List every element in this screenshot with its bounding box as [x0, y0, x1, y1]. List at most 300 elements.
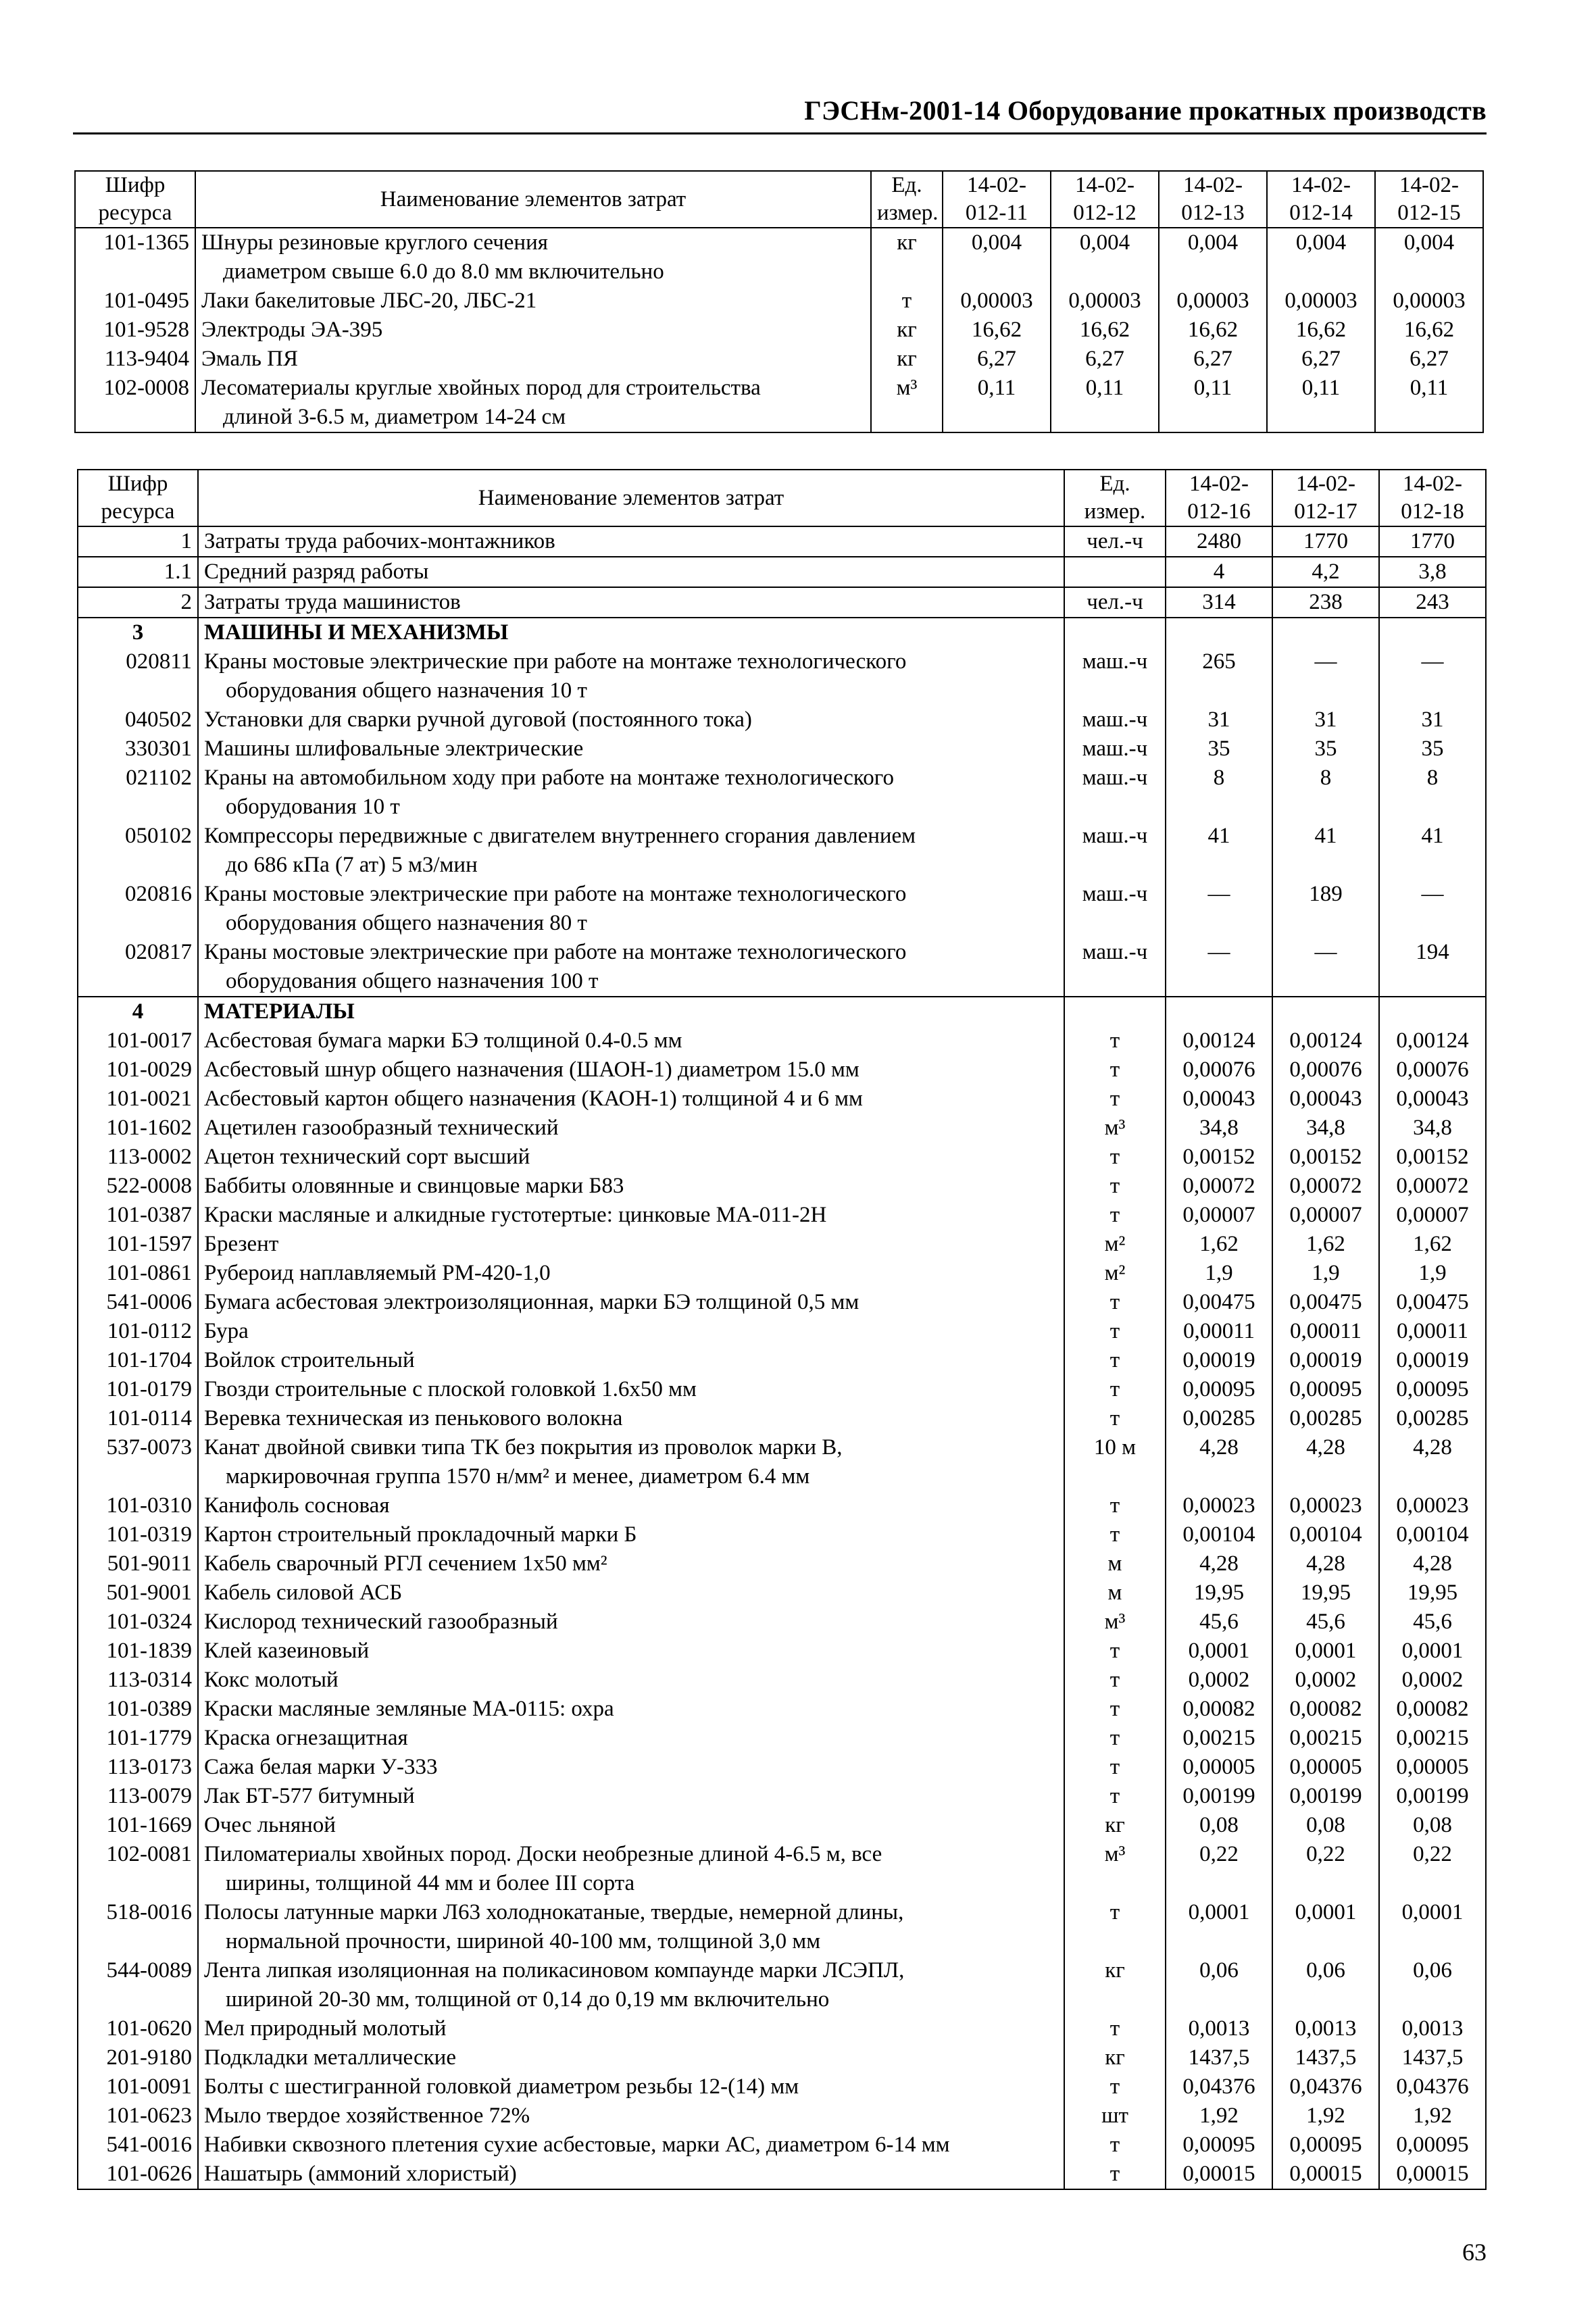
- cell-value: 0,11: [1267, 374, 1375, 432]
- name-line: Краски масляные и алкидные густотертые: цинковые МА-011-2Н: [204, 1203, 827, 1227]
- cell-value: 0,00043: [1379, 1085, 1486, 1114]
- cell-name: [198, 1578, 1064, 1608]
- cell-value: 1437,5: [1166, 2043, 1272, 2072]
- cell-unit: м²: [1064, 1259, 1166, 1288]
- name-line: Набивки сквозного плетения сухие асбестовые, марки АС, диаметром 6-14 мм: [204, 2133, 950, 2157]
- cell-unit: м: [1064, 1578, 1166, 1608]
- cell-value: 16,62: [1051, 316, 1159, 345]
- cell-value: 35: [1379, 735, 1486, 764]
- cell-value: 0,08: [1272, 1811, 1379, 1840]
- cell-value: 0,004: [1159, 228, 1267, 287]
- cell-unit: т: [1064, 1404, 1166, 1433]
- cell-value: [1272, 997, 1379, 1026]
- cell-unit: т: [1064, 1724, 1166, 1753]
- name-line: МАТЕРИАЛЫ: [204, 999, 355, 1024]
- header-name: Наименование элементов затрат: [198, 470, 1064, 526]
- table-row: [78, 1055, 1486, 1085]
- cell-unit: т: [1064, 1143, 1166, 1172]
- name-line: Лента липкая изоляционная на поликасиновом компаунде марки ЛСЭПЛ,: [204, 1958, 905, 1983]
- cell-value: 0,04376: [1166, 2072, 1272, 2101]
- cell-code: 501-9001: [78, 1578, 198, 1608]
- header-col: 14-02- 012-14: [1267, 171, 1375, 228]
- cell-value: 0,00015: [1272, 2160, 1379, 2189]
- cell-unit: т: [1064, 1346, 1166, 1375]
- cell-name: [198, 618, 1064, 647]
- table-row: [78, 822, 1486, 880]
- cell-unit: т: [1064, 1055, 1166, 1085]
- cell-value: 0,22: [1166, 1840, 1272, 1898]
- table-row: [78, 1811, 1486, 1840]
- cell-value: 1770: [1272, 526, 1379, 557]
- cell-value: 0,0013: [1166, 2014, 1272, 2043]
- cell-value: 0,00015: [1379, 2160, 1486, 2189]
- cell-value: 0,00072: [1379, 1172, 1486, 1201]
- cell-code: 2: [78, 587, 198, 618]
- name-line: Бумага асбестовая электроизоляционная, марки БЭ толщиной 0,5 мм: [204, 1290, 859, 1314]
- table-header-row: [78, 470, 1486, 526]
- cell-name: [198, 1433, 1064, 1491]
- cell-value: 0,22: [1272, 1840, 1379, 1898]
- cell-unit: чел.-ч: [1064, 526, 1166, 557]
- cell-code: 101-0179: [78, 1375, 198, 1404]
- cell-name: [198, 1840, 1064, 1898]
- cell-unit: м: [1064, 1549, 1166, 1578]
- table-row: [78, 938, 1486, 997]
- cell-value: 0,00023: [1272, 1491, 1379, 1520]
- cell-value: 1770: [1379, 526, 1486, 557]
- cell-code: 101-0021: [78, 1085, 198, 1114]
- cell-value: 0,0001: [1166, 1898, 1272, 1956]
- cell-value: 0,00199: [1272, 1782, 1379, 1811]
- cell-unit: [1064, 618, 1166, 647]
- cell-value: 31: [1166, 705, 1272, 735]
- table-row: [78, 2072, 1486, 2101]
- cell-name: [198, 1782, 1064, 1811]
- table-row: [78, 1608, 1486, 1637]
- cell-value: 0,00007: [1166, 1201, 1272, 1230]
- table-row: [78, 557, 1486, 587]
- cell-name: [198, 1491, 1064, 1520]
- name-continuation: диаметром свыше 6.0 до 8.0 мм включительно: [223, 259, 664, 284]
- cell-code: 518-0016: [78, 1898, 198, 1956]
- name-line: Машины шлифовальные электрические: [204, 737, 584, 761]
- cell-name: [198, 587, 1064, 618]
- cell-unit: т: [1064, 1172, 1166, 1201]
- cell-unit: т: [1064, 2072, 1166, 2101]
- cell-value: —: [1379, 647, 1486, 705]
- cell-value: 0,004: [1051, 228, 1159, 287]
- cell-value: 0,00475: [1166, 1288, 1272, 1317]
- cell-value: 0,00152: [1379, 1143, 1486, 1172]
- cell-code: 1.1: [78, 557, 198, 587]
- cell-name: [198, 2101, 1064, 2131]
- cell-value: 0,00215: [1272, 1724, 1379, 1753]
- cell-value: 0,00215: [1166, 1724, 1272, 1753]
- cell-code: 201-9180: [78, 2043, 198, 2072]
- name-line: Асбестовый картон общего назначения (КАОН-1) толщиной 4 и 6 мм: [204, 1087, 863, 1111]
- header-col: 14-02- 012-13: [1159, 171, 1267, 228]
- cell-code: 113-0173: [78, 1753, 198, 1782]
- cell-value: 19,95: [1272, 1578, 1379, 1608]
- cell-value: 0,00199: [1166, 1782, 1272, 1811]
- table-row: [78, 735, 1486, 764]
- cell-value: 0,04376: [1379, 2072, 1486, 2101]
- table-row: [78, 1520, 1486, 1549]
- cell-value: 0,0013: [1379, 2014, 1486, 2043]
- cell-code: 3: [78, 618, 198, 647]
- cell-value: 243: [1379, 587, 1486, 618]
- name-line: Установки для сварки ручной дуговой (постоянного тока): [204, 707, 752, 732]
- cell-value: 0,00124: [1166, 1026, 1272, 1055]
- cell-value: 0,00285: [1166, 1404, 1272, 1433]
- cell-name: [198, 1026, 1064, 1055]
- table-row: [78, 2101, 1486, 2131]
- cell-value: 0,11: [943, 374, 1051, 432]
- cell-value: 31: [1272, 705, 1379, 735]
- cell-value: 1,92: [1166, 2101, 1272, 2131]
- cell-name: [198, 1811, 1064, 1840]
- cell-unit: м²: [1064, 1230, 1166, 1259]
- cell-value: 0,06: [1272, 1956, 1379, 2014]
- table-row: [78, 1695, 1486, 1724]
- cell-name: [198, 1259, 1064, 1288]
- cell-value: 6,27: [1375, 345, 1483, 374]
- name-line: МАШИНЫ И МЕХАНИЗМЫ: [204, 620, 509, 645]
- cell-name: [198, 1549, 1064, 1578]
- name-line: Затраты труда рабочих-монтажников: [204, 529, 555, 553]
- cell-value: 19,95: [1166, 1578, 1272, 1608]
- cell-name: [198, 1956, 1064, 2014]
- cell-value: 1,9: [1166, 1259, 1272, 1288]
- cell-name: [198, 1375, 1064, 1404]
- name-line: Войлок строительный: [204, 1348, 415, 1372]
- cell-value: 34,8: [1272, 1114, 1379, 1143]
- cell-value: 0,00003: [1267, 287, 1375, 316]
- cell-value: 34,8: [1166, 1114, 1272, 1143]
- name-line: Краны мостовые электрические при работе на монтаже технологического: [204, 940, 907, 964]
- cell-value: 0,06: [1379, 1956, 1486, 2014]
- cell-unit: т: [1064, 1695, 1166, 1724]
- header-col: 14-02- 012-17: [1272, 470, 1379, 526]
- resource-table-2: [77, 469, 1487, 2190]
- cell-unit: т: [1064, 1288, 1166, 1317]
- cell-value: 0,00043: [1272, 1085, 1379, 1114]
- cell-value: 0,00011: [1166, 1317, 1272, 1346]
- cell-value: 0,11: [1051, 374, 1159, 432]
- cell-value: 0,00199: [1379, 1782, 1486, 1811]
- cell-name: [198, 2014, 1064, 2043]
- table-row: [78, 526, 1486, 557]
- cell-name: [195, 374, 871, 432]
- cell-name: [198, 764, 1064, 822]
- cell-value: 45,6: [1166, 1608, 1272, 1637]
- cell-value: 0,00215: [1379, 1724, 1486, 1753]
- name-line: Гвозди строительные с плоской головкой 1.6х50 мм: [204, 1377, 697, 1401]
- cell-name: [198, 1520, 1064, 1549]
- name-line: Клей казеиновый: [204, 1639, 370, 1663]
- cell-value: 19,95: [1379, 1578, 1486, 1608]
- cell-value: —: [1166, 880, 1272, 938]
- cell-value: —: [1379, 880, 1486, 938]
- table-row: [78, 880, 1486, 938]
- cell-unit: т: [1064, 2131, 1166, 2160]
- cell-name: [198, 1085, 1064, 1114]
- cell-value: 3,8: [1379, 557, 1486, 587]
- cell-value: 0,00007: [1379, 1201, 1486, 1230]
- table-row: [78, 1288, 1486, 1317]
- header-unit: Ед. измер.: [871, 171, 943, 228]
- cell-code: 101-1839: [78, 1637, 198, 1666]
- cell-unit: маш.-ч: [1064, 735, 1166, 764]
- table-row: [78, 1840, 1486, 1898]
- cell-code: 020811: [78, 647, 198, 705]
- cell-value: 41: [1379, 822, 1486, 880]
- cell-unit: кг: [1064, 2043, 1166, 2072]
- cell-value: 1,92: [1379, 2101, 1486, 2131]
- cell-unit: кг: [871, 228, 943, 287]
- cell-code: 537-0073: [78, 1433, 198, 1491]
- name-line: Средний разряд работы: [204, 559, 429, 584]
- cell-value: 34,8: [1379, 1114, 1486, 1143]
- cell-value: 0,00043: [1166, 1085, 1272, 1114]
- cell-code: 102-0081: [78, 1840, 198, 1898]
- cell-value: 0,00095: [1166, 2131, 1272, 2160]
- page-number: 63: [1462, 2239, 1487, 2266]
- header-col: 14-02- 012-15: [1375, 171, 1483, 228]
- cell-name: [198, 735, 1064, 764]
- cell-value: 0,00003: [1051, 287, 1159, 316]
- resource-table-1: [74, 170, 1484, 433]
- cell-value: 0,00475: [1379, 1288, 1486, 1317]
- cell-code: 101-1779: [78, 1724, 198, 1753]
- name-line: Лесоматериалы круглые хвойных пород для строительства: [201, 376, 761, 400]
- cell-value: 0,00011: [1272, 1317, 1379, 1346]
- cell-name: [198, 1666, 1064, 1695]
- cell-value: 6,27: [1267, 345, 1375, 374]
- cell-value: 0,00076: [1166, 1055, 1272, 1085]
- cell-unit: кг: [1064, 1956, 1166, 2014]
- cell-code: 101-0112: [78, 1317, 198, 1346]
- cell-value: 265: [1166, 647, 1272, 705]
- cell-value: 4,2: [1272, 557, 1379, 587]
- cell-value: 0,0002: [1166, 1666, 1272, 1695]
- cell-code: 101-0319: [78, 1520, 198, 1549]
- cell-unit: т: [1064, 1637, 1166, 1666]
- name-line: Полосы латунные марки Л63 холоднокатаные, твердые, немерной длины,: [204, 1900, 904, 1924]
- cell-unit: маш.-ч: [1064, 764, 1166, 822]
- cell-value: 8: [1379, 764, 1486, 822]
- name-continuation: до 686 кПа (7 ат) 5 м3/мин: [226, 853, 478, 877]
- cell-unit: т: [1064, 1317, 1166, 1346]
- cell-value: 4,28: [1166, 1549, 1272, 1578]
- cell-name: [195, 316, 871, 345]
- name-line: Ацетилен газообразный технический: [204, 1116, 559, 1140]
- cell-value: 45,6: [1272, 1608, 1379, 1637]
- table-row: [78, 1259, 1486, 1288]
- cell-value: 1437,5: [1272, 2043, 1379, 2072]
- cell-code: 4: [78, 997, 198, 1026]
- name-line: Краны мостовые электрические при работе на монтаже технологического: [204, 882, 907, 906]
- name-continuation: нормальной прочности, шириной 40-100 мм, толщиной 3,0 мм: [226, 1929, 821, 1953]
- cell-value: 0,00005: [1272, 1753, 1379, 1782]
- cell-code: 101-0495: [75, 287, 195, 316]
- cell-value: 0,00082: [1166, 1695, 1272, 1724]
- table-row: [78, 1898, 1486, 1956]
- name-line: Картон строительный прокладочный марки Б: [204, 1522, 637, 1547]
- cell-value: 0,08: [1166, 1811, 1272, 1840]
- cell-value: —: [1272, 647, 1379, 705]
- cell-unit: т: [1064, 1375, 1166, 1404]
- cell-value: 41: [1272, 822, 1379, 880]
- cell-value: 0,00095: [1166, 1375, 1272, 1404]
- table-row: [78, 1637, 1486, 1666]
- name-line: Мел природный молотый: [204, 2016, 447, 2041]
- cell-value: 16,62: [1159, 316, 1267, 345]
- cell-unit: шт: [1064, 2101, 1166, 2131]
- table-row: [78, 1230, 1486, 1259]
- cell-name: [198, 880, 1064, 938]
- cell-value: 0,00076: [1272, 1055, 1379, 1085]
- name-line: Компрессоры передвижные с двигателем внутреннего сгорания давлением: [204, 824, 916, 848]
- name-line: Краны на автомобильном ходу при работе на монтаже технологического: [204, 766, 894, 790]
- cell-unit: т: [1064, 1520, 1166, 1549]
- table-row: [78, 1172, 1486, 1201]
- cell-code: 050102: [78, 822, 198, 880]
- table-row: [78, 1026, 1486, 1055]
- cell-name: [198, 2131, 1064, 2160]
- cell-code: 101-0324: [78, 1608, 198, 1637]
- cell-value: 0,00005: [1166, 1753, 1272, 1782]
- cell-unit: м³: [1064, 1114, 1166, 1143]
- cell-name: [198, 647, 1064, 705]
- table-row: [78, 1782, 1486, 1811]
- cell-unit: чел.-ч: [1064, 587, 1166, 618]
- name-line: Асбестовая бумага марки БЭ толщиной 0.4-0.5 мм: [204, 1028, 682, 1053]
- cell-value: 0,0002: [1272, 1666, 1379, 1695]
- table-row: [78, 1143, 1486, 1172]
- cell-value: 4,28: [1272, 1433, 1379, 1491]
- cell-value: 0,00003: [1375, 287, 1483, 316]
- cell-value: 0,00019: [1272, 1346, 1379, 1375]
- cell-code: 101-0387: [78, 1201, 198, 1230]
- cell-name: [195, 345, 871, 374]
- name-line: Кислород технический газообразный: [204, 1610, 558, 1634]
- cell-name: [198, 1346, 1064, 1375]
- cell-code: 020816: [78, 880, 198, 938]
- cell-name: [198, 1637, 1064, 1666]
- table-row: [78, 1956, 1486, 2014]
- cell-code: 501-9011: [78, 1549, 198, 1578]
- cell-value: 16,62: [943, 316, 1051, 345]
- name-line: Лак БТ-577 битумный: [204, 1784, 415, 1808]
- cell-value: 6,27: [1051, 345, 1159, 374]
- cell-unit: м³: [1064, 1840, 1166, 1898]
- cell-name: [198, 705, 1064, 735]
- table-row: [78, 1578, 1486, 1608]
- name-line: Кабель силовой АСБ: [204, 1580, 403, 1605]
- cell-code: 101-0114: [78, 1404, 198, 1433]
- cell-value: 8: [1166, 764, 1272, 822]
- cell-value: 0,00124: [1379, 1026, 1486, 1055]
- cell-value: 0,00072: [1166, 1172, 1272, 1201]
- cell-value: 0,00003: [1159, 287, 1267, 316]
- header-col: 14-02- 012-12: [1051, 171, 1159, 228]
- cell-value: 0,11: [1375, 374, 1483, 432]
- cell-code: 101-1669: [78, 1811, 198, 1840]
- cell-code: 522-0008: [78, 1172, 198, 1201]
- cell-unit: 10 м: [1064, 1433, 1166, 1491]
- section-row: [78, 618, 1486, 647]
- cell-unit: [1064, 997, 1166, 1026]
- header-rule: [73, 132, 1487, 134]
- cell-value: 8: [1272, 764, 1379, 822]
- name-line: Электроды ЭА-395: [201, 318, 383, 342]
- cell-value: 0,00124: [1272, 1026, 1379, 1055]
- table-row: [78, 2014, 1486, 2043]
- cell-value: 45,6: [1379, 1608, 1486, 1637]
- cell-unit: т: [1064, 1782, 1166, 1811]
- cell-name: [198, 2043, 1064, 2072]
- name-line: Канат двойной свивки типа ТК без покрытия из проволок марки В,: [204, 1435, 843, 1460]
- cell-name: [198, 1201, 1064, 1230]
- cell-value: 0,004: [943, 228, 1051, 287]
- cell-value: 0,00285: [1379, 1404, 1486, 1433]
- cell-value: 0,00095: [1379, 2131, 1486, 2160]
- cell-value: 0,00095: [1272, 1375, 1379, 1404]
- cell-name: [198, 938, 1064, 997]
- cell-value: 0,00023: [1166, 1491, 1272, 1520]
- cell-value: 0,0001: [1272, 1898, 1379, 1956]
- cell-value: 238: [1272, 587, 1379, 618]
- cell-value: 0,00285: [1272, 1404, 1379, 1433]
- cell-value: 0,00152: [1272, 1143, 1379, 1172]
- cell-value: 4,28: [1166, 1433, 1272, 1491]
- name-line: Веревка техническая из пенькового волокна: [204, 1406, 623, 1430]
- cell-value: 0,0002: [1379, 1666, 1486, 1695]
- cell-name: [198, 997, 1064, 1026]
- table-row: [78, 1404, 1486, 1433]
- cell-value: [1166, 618, 1272, 647]
- cell-name: [198, 1753, 1064, 1782]
- cell-code: 101-1597: [78, 1230, 198, 1259]
- cell-unit: т: [1064, 1491, 1166, 1520]
- cell-value: 0,00095: [1379, 1375, 1486, 1404]
- name-continuation: шириной 20-30 мм, толщиной от 0,14 до 0,19 мм включительно: [226, 1987, 830, 2012]
- name-line: Нашатырь (аммоний хлористый): [204, 2162, 517, 2186]
- cell-value: 0,00152: [1166, 1143, 1272, 1172]
- cell-unit: т: [1064, 2160, 1166, 2189]
- name-line: Пиломатериалы хвойных пород. Доски необрезные длиной 4-6.5 м, все: [204, 1842, 882, 1866]
- cell-unit: кг: [1064, 1811, 1166, 1840]
- cell-code: 101-0017: [78, 1026, 198, 1055]
- cell-value: 4,28: [1379, 1549, 1486, 1578]
- cell-name: [198, 1230, 1064, 1259]
- cell-name: [198, 526, 1064, 557]
- name-line: Краны мостовые электрические при работе на монтаже технологического: [204, 649, 907, 674]
- cell-value: 0,00019: [1166, 1346, 1272, 1375]
- name-line: Бура: [204, 1319, 249, 1343]
- cell-code: 020817: [78, 938, 198, 997]
- table-row: [78, 1724, 1486, 1753]
- header-name: Наименование элементов затрат: [195, 171, 871, 228]
- cell-unit: маш.-ч: [1064, 880, 1166, 938]
- table-row: [78, 1317, 1486, 1346]
- cell-code: 101-0620: [78, 2014, 198, 2043]
- cell-value: 35: [1272, 735, 1379, 764]
- cell-code: 544-0089: [78, 1956, 198, 2014]
- name-line: Брезент: [204, 1232, 279, 1256]
- cell-value: 0,004: [1375, 228, 1483, 287]
